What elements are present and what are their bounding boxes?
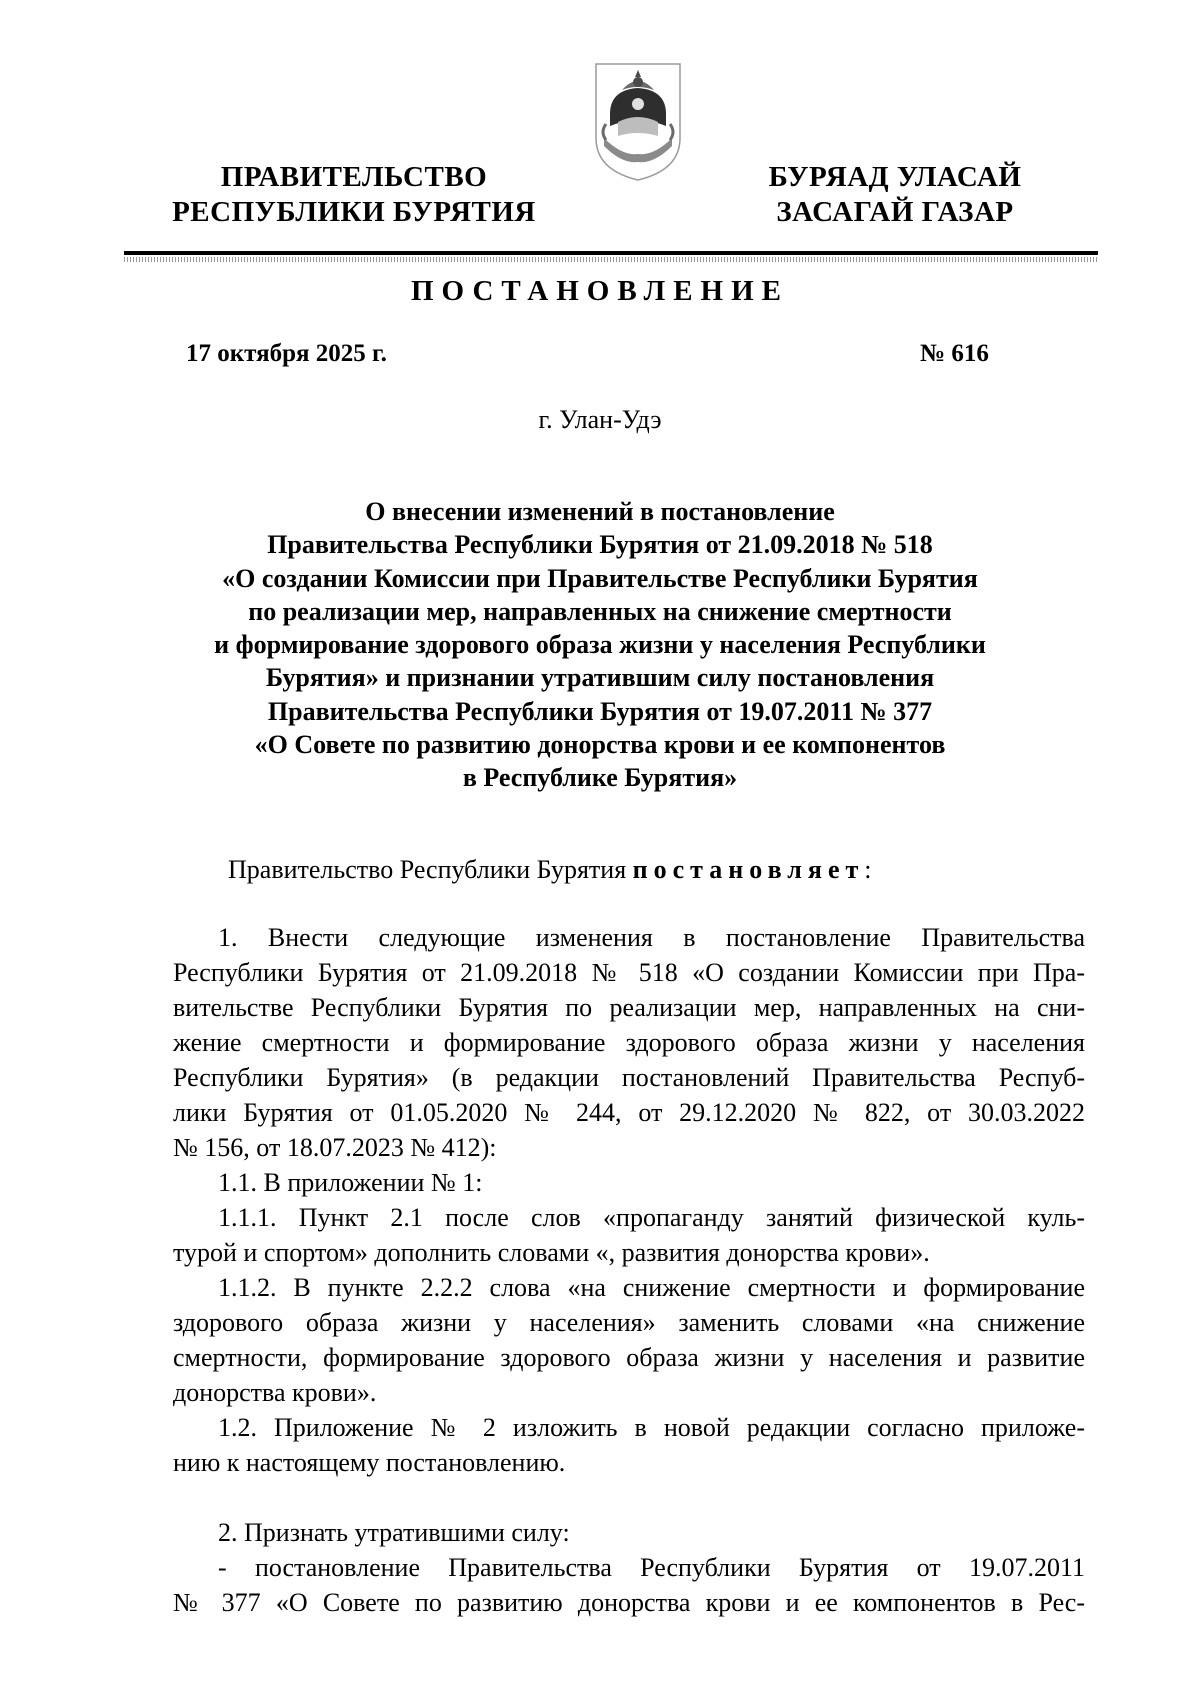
- issuer-line: ПРАВИТЕЛЬСТВО: [220, 161, 488, 193]
- document-date: 17 октября 2025 г.: [186, 340, 387, 367]
- document-type: ПОСТАНОВЛЕНИЕ: [410, 275, 789, 307]
- preamble-text: Правительство Республики Бурятия: [228, 855, 633, 884]
- body-line: лики Бурятия от 01.05.2020 № 244, от 29.12.2020 № 822, от 30.03.2022: [173, 1098, 1085, 1127]
- body-line: 1.1.1. Пункт 2.1 после слов «пропаганду занятий физической куль-: [218, 1203, 1085, 1232]
- preamble: [173, 855, 1085, 885]
- body-line: 1.2. Приложение № 2 изложить в новой редакции согласно приложе-: [218, 1413, 1085, 1442]
- document-city: г. Улан-Удэ: [538, 405, 662, 434]
- body-line: 1.1.2. В пункте 2.2.2 слова «на снижение смертности и формирование: [218, 1273, 1085, 1302]
- issuer-line: РЕСПУБЛИКИ БУРЯТИЯ: [172, 196, 536, 228]
- issuer-name-buryat: [755, 160, 1035, 230]
- body-line: жение смертности и формирование здорового образа жизни у населения: [173, 1028, 1085, 1057]
- title-line: О внесении изменений в постановление: [365, 497, 835, 526]
- body-line: вительстве Республики Бурятия по реализации мер, направленных на сни-: [173, 993, 1085, 1022]
- body-line: нию к настоящему постановлению.: [173, 1448, 566, 1477]
- preamble-tail: :: [864, 855, 872, 884]
- header-divider-hatch: [124, 257, 1098, 262]
- title-line: Бурятия» и признании утратившим силу постановления: [265, 663, 935, 693]
- title-line: в Республике Бурятия»: [462, 763, 738, 793]
- body-line: № 156, от 18.07.2023 № 412):: [173, 1133, 497, 1162]
- title-line: и формирование здорового образа жизни у населения Республики: [214, 630, 986, 660]
- issuer-line: ЗАСАГАЙ ГАЗАР: [776, 196, 1014, 228]
- body-line: Республики Бурятия от 21.09.2018 № 518 «О создании Комиссии при Пра-: [173, 958, 1085, 987]
- issuer-name-russian: [168, 160, 540, 230]
- body-line: донорства крови».: [173, 1378, 377, 1407]
- issuer-line: БУРЯАД УЛАСАЙ: [768, 161, 1022, 193]
- header-divider: [124, 251, 1098, 255]
- body-line: Республики Бурятия» (в редакции постановлений Правительства Респуб-: [173, 1063, 1085, 1092]
- title-line: Правительства Республики Бурятия от 19.07.2011 № 377: [267, 696, 933, 726]
- body-line: 1.1. В приложении № 1:: [218, 1168, 483, 1197]
- title-line: Правительства Республики Бурятия от 21.09.2018 № 518: [267, 530, 933, 560]
- title-line: «О Совете по развитию донорства крови и ее компонентов: [254, 730, 946, 760]
- coat-of-arms-emblem: [592, 60, 684, 184]
- document-number: № 616: [920, 340, 989, 367]
- body-line: 2. Признать утратившими силу:: [218, 1518, 570, 1547]
- title-line: «О создании Комиссии при Правительстве Республики Бурятия: [222, 563, 978, 593]
- body-line: - постановление Правительства Республики Бурятия от 19.07.2011: [218, 1553, 1085, 1582]
- body-line: № 377 «О Совете по развитию донорства крови и ее компонентов в Рес-: [173, 1588, 1085, 1617]
- document-title: [150, 495, 1050, 795]
- preamble-emphasis: постановляет: [632, 855, 865, 884]
- body-line: смертности, формирование здорового образа жизни у населения и развитие: [173, 1343, 1085, 1372]
- body-line: 1. Внести следующие изменения в постановление Правительства: [218, 923, 1085, 952]
- body-line: здорового образа жизни у населения» заменить словами «на снижение: [173, 1308, 1085, 1337]
- title-line: по реализации мер, направленных на снижение смертности: [248, 596, 952, 626]
- body-line: турой и спортом» дополнить словами «, развития донорства крови».: [173, 1238, 930, 1267]
